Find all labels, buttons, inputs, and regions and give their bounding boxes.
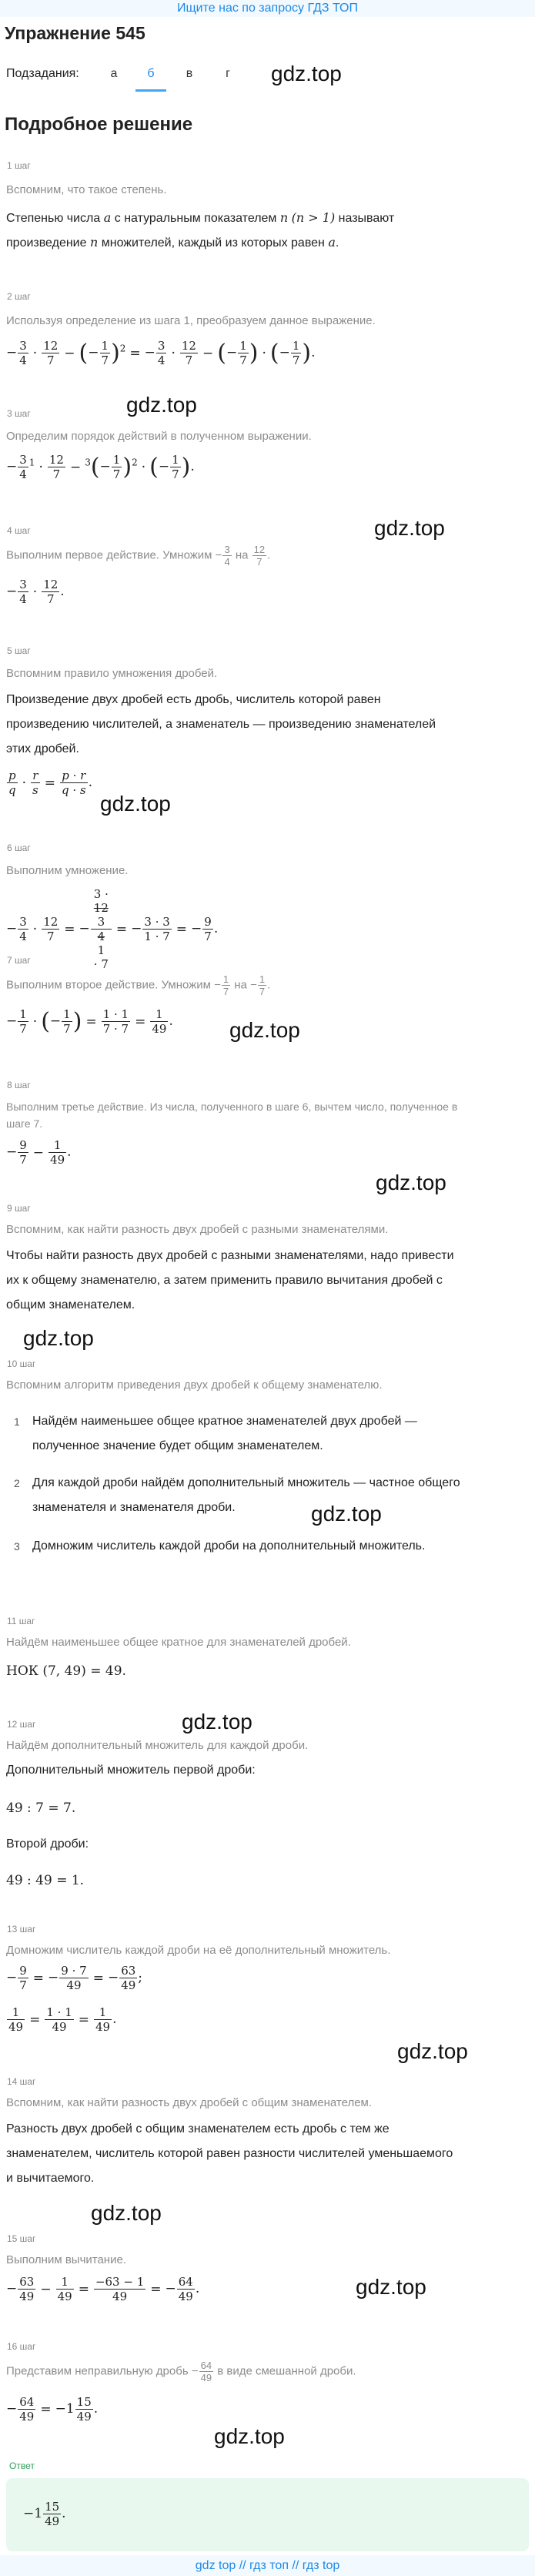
- step-text: этих дробей.: [6, 742, 79, 755]
- formula: − $\frac{3}{4}$ · $\frac{12}{7}$ − (− $\frac{1}{7}$ )$^2$ = − $\frac{3}{4}$ · $\frac{12}{7}$ − (− $\frac{1}{7}$ ) · (− $\frac{1}{7}$ ).: [6, 339, 316, 367]
- step-text: произведению числителей, а знаменатель — произведению знаменателей: [6, 718, 436, 731]
- step-text: Произведение двух дробей есть дробь, числитель которой равен: [6, 693, 381, 706]
- step-text: Второй дроби:: [6, 1837, 89, 1851]
- step-label: 11 шаг: [7, 1616, 35, 1626]
- formula: − $\frac{3}{4}$ · $\frac{12}{7}$ = − 3 · 12 3 4 1 · 7 = − $\frac{3 \cdot 3}{1 \cdot 7}$ = − $\frac{9}{7}$ .: [6, 887, 219, 971]
- step-text: знаменателем, числитель которой равен разности числителей уменьшаемого: [6, 2147, 453, 2160]
- formula: − $\frac{9}{7}$ = − $\frac{9 \cdot 7}{49}$ = − $\frac{63}{49}$ ;: [6, 1964, 143, 1992]
- answer-label: Ответ: [9, 2460, 35, 2471]
- formula: − $\frac{3}{4}$ · $\frac{12}{7}$ .: [6, 578, 65, 606]
- step-label: 1 шаг: [7, 160, 31, 171]
- list-item: полученное значение будет общим знаменателем.: [32, 1439, 323, 1452]
- step-label: 10 шаг: [7, 1358, 36, 1369]
- step-text: Чтобы найти разность двух дробей с разными знаменателями, надо привести: [6, 1249, 454, 1262]
- formula: − $\frac{3}{4}$ $^1$ · $\frac{12}{7}$ − $^3$(− $\frac{1}{7}$ )$^2$ · (− $\frac{1}{7}$ ).: [6, 453, 195, 481]
- exercise-title: Упражнение 545: [5, 23, 145, 43]
- list-number: 1: [14, 1415, 20, 1428]
- step-text: Вспомним, как найти разность двух дробей с общим знаменателем.: [6, 2096, 373, 2109]
- formula: − $\frac{9}{7}$ − $\frac{1}{49}$ .: [6, 1138, 72, 1167]
- active-tab-underline: [135, 89, 166, 92]
- formula: $\frac{1}{49}$ = $\frac{1 \cdot 1}{49}$ = $\frac{1}{49}$ .: [8, 2005, 117, 2034]
- step-text: Вспомним, как найти разность двух дробей с разными знаменателями.: [6, 1223, 389, 1236]
- step-label: 2 шаг: [7, 291, 31, 302]
- watermark: gdz.top: [23, 1326, 94, 1350]
- list-number: 2: [14, 1477, 20, 1489]
- step-text: Степенью числа a с натуральным показателем n (n > 1) называют: [6, 210, 395, 225]
- footer-links[interactable]: gdz top // гдз топ // гдз top: [195, 2559, 340, 2572]
- formula: 49 : 49 = 1.: [6, 1873, 85, 1888]
- answer-value: −1 $\frac{15}{49}$ .: [23, 2500, 66, 2528]
- step-label: 8 шаг: [7, 1080, 31, 1090]
- watermark: gdz.top: [214, 2424, 285, 2448]
- list-item: знаменателя и знаменателя дроби.: [32, 1501, 236, 1514]
- step-label: 15 шаг: [7, 2233, 36, 2244]
- formula: НОК (7, 49) = 49.: [6, 1663, 126, 1679]
- watermark: gdz.top: [271, 62, 342, 85]
- step-text: Выполним вычитание.: [6, 2253, 126, 2266]
- step-label: 4 шаг: [7, 525, 31, 536]
- watermark: gdz.top: [356, 2275, 426, 2299]
- watermark: gdz.top: [311, 1502, 382, 1526]
- answer-box: [6, 2478, 529, 2551]
- step-text: Разность двух дробей с общим знаменателем есть дробь с тем же: [6, 2122, 390, 2136]
- step-text: Выполним второе действие. Умножим − $\frac{1}{7}$ на − $\frac{1}{7}$ .: [6, 973, 271, 997]
- step-text: Представим неправильную дробь − $\frac{64}{49}$ в виде смешанной дроби.: [6, 2360, 356, 2383]
- step-text: произведение n множителей, каждый из которых равен a.: [6, 235, 339, 250]
- watermark: gdz.top: [374, 516, 445, 540]
- step-label: 9 шаг: [7, 1203, 31, 1214]
- step-label: 7 шаг: [7, 955, 31, 966]
- step-text: и вычитаемого.: [6, 2172, 95, 2185]
- subtask-tab-g[interactable]: г: [226, 67, 230, 80]
- solution-heading: Подробное решение: [5, 114, 193, 135]
- step-text: шаге 7.: [6, 1117, 43, 1130]
- subtask-tab-v[interactable]: в: [186, 67, 193, 80]
- step-text: Вспомним правило умножения дробей.: [6, 667, 218, 680]
- step-text: Дополнительный множитель первой дроби:: [6, 1764, 256, 1777]
- formula: − $\frac{63}{49}$ − $\frac{1}{49}$ = $\frac{-63 - 1}{49}$ = − $\frac{64}{49}$ .: [6, 2275, 200, 2303]
- watermark: gdz.top: [100, 792, 171, 816]
- step-text: Найдём наименьшее общее кратное для знаменателей дробей.: [6, 1636, 351, 1649]
- watermark: gdz.top: [91, 2201, 162, 2225]
- top-banner: [0, 0, 535, 17]
- watermark: gdz.top: [126, 393, 197, 417]
- step-text: Найдём дополнительный множитель для каждой дроби.: [6, 1739, 309, 1752]
- formula: − $\frac{1}{7}$ · (− $\frac{1}{7}$ ) = $\frac{1 \cdot 1}{7 \cdot 7}$ = $\frac{1}{49}$ .: [6, 1007, 173, 1036]
- step-text: Выполним первое действие. Умножим − $\frac{3}{4}$ на $\frac{12}{7}$ .: [6, 544, 271, 568]
- step-text: Выполним умножение.: [6, 864, 129, 877]
- step-label: 13 шаг: [7, 1924, 36, 1935]
- top-search-link[interactable]: Ищите нас по запросу ГДЗ ТОП: [177, 2, 358, 15]
- step-text: общим знаменателем.: [6, 1298, 135, 1311]
- step-text: Используя определение из шага 1, преобразуем данное выражение.: [6, 314, 376, 327]
- watermark: gdz.top: [182, 1710, 252, 1734]
- step-text: Вспомним алгоритм приведения двух дробей к общему знаменателю.: [6, 1378, 383, 1392]
- subtask-tab-b[interactable]: б: [147, 67, 155, 80]
- step-label: 14 шаг: [7, 2076, 36, 2087]
- list-item: Найдём наименьшее общее кратное знаменателей двух дробей —: [32, 1415, 417, 1428]
- watermark: gdz.top: [229, 1018, 300, 1042]
- step-label: 12 шаг: [7, 1719, 36, 1730]
- step-label: 6 шаг: [7, 842, 31, 853]
- step-label: 16 шаг: [7, 2341, 36, 2352]
- watermark: gdz.top: [397, 2039, 468, 2063]
- subtasks-bar: [0, 55, 535, 94]
- formula: − $\frac{64}{49}$ = −1 $\frac{15}{49}$ .: [6, 2395, 99, 2424]
- list-item: Для каждой дроби найдём дополнительный множитель — частное общего: [32, 1476, 460, 1489]
- list-item: Домножим числитель каждой дроби на дополнительный множитель.: [32, 1539, 426, 1553]
- step-text: их к общему знаменателю, а затем применить правило вычитания дробей с: [6, 1274, 443, 1287]
- list-number: 3: [14, 1540, 20, 1553]
- subtasks-label: Подзадания:: [6, 67, 79, 80]
- step-text: Вспомним, что такое степень.: [6, 183, 167, 196]
- step-label: 3 шаг: [7, 408, 31, 419]
- step-text: Определим порядок действий в полученном выражении.: [6, 430, 312, 443]
- step-text: Выполним третье действие. Из числа, полученного в шаге 6, вычтем число, полученное в: [6, 1100, 458, 1113]
- footer: [0, 2555, 535, 2576]
- watermark: gdz.top: [376, 1171, 446, 1194]
- formula: $\frac{p}{q}$ · $\frac{r}{s}$ = $\frac{p \cdot r}{q \cdot s}$ .: [8, 769, 92, 797]
- formula: 49 : 7 = 7.: [6, 1801, 76, 1816]
- step-label: 5 шаг: [7, 645, 31, 656]
- step-text: Домножим числитель каждой дроби на её дополнительный множитель.: [6, 1944, 391, 1957]
- subtask-tab-a[interactable]: а: [110, 67, 118, 80]
